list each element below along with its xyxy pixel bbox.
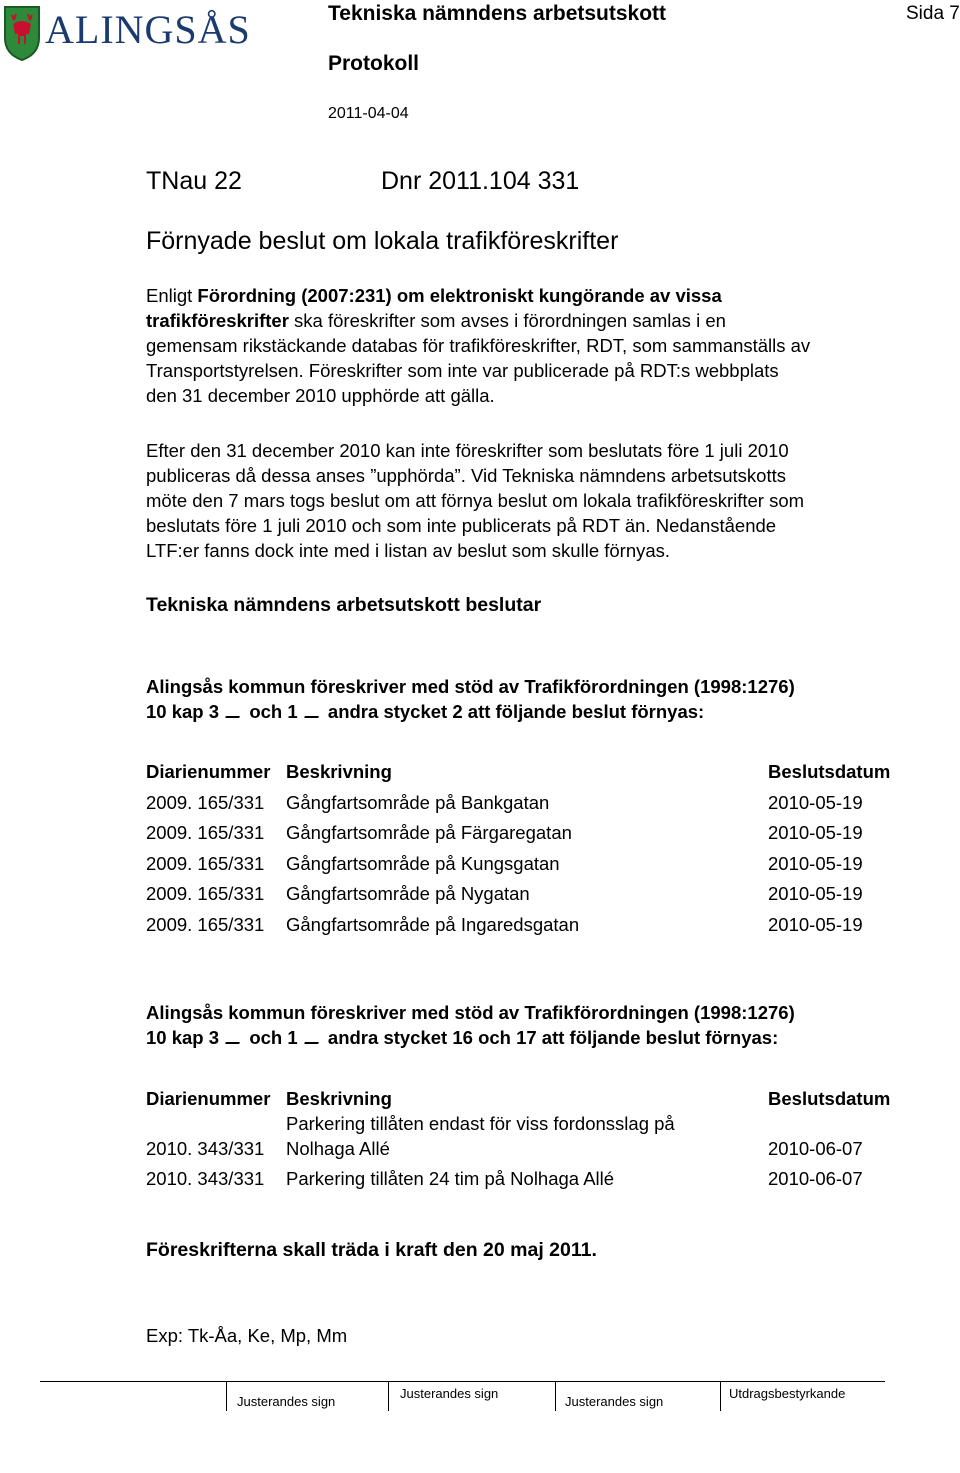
cell-date: 2010-05-19 xyxy=(768,852,863,874)
para-line: LTF:er fanns dock inte med i listan av beslut som skulle förnyas. xyxy=(146,540,671,561)
cell-description: Gångfartsområde på Ingaredsgatan xyxy=(286,913,580,935)
text: och 1 xyxy=(249,1027,298,1048)
cell-date: 2010-05-19 xyxy=(768,791,863,813)
emphasis: trafikföreskrifter xyxy=(146,310,289,331)
intro-line: Alingsås kommun föreskriver med stöd av Trafikförordningen (1998:1276) xyxy=(146,1002,795,1023)
case-heading: Förnyade beslut om lokala trafikföreskrifter xyxy=(146,227,619,255)
section-sign-icon xyxy=(304,708,322,718)
intro-line xyxy=(146,1025,795,1050)
cell-date: 2010-06-07 xyxy=(768,1138,863,1159)
signature-box-1: Justerandes sign xyxy=(237,1394,336,1409)
signature-box-3: Justerandes sign xyxy=(565,1394,664,1409)
footer-divider xyxy=(555,1381,556,1411)
municipality-logo xyxy=(0,4,260,64)
cell-description: Gångfartsområde på Nygatan xyxy=(286,883,530,904)
cell-dnr: 2009. 165/331 xyxy=(146,883,265,904)
committee-title: Tekniska nämndens arbetsutskott xyxy=(328,2,667,25)
block1-intro xyxy=(146,674,795,724)
emphasis: (2007:231) om elektroniskt kungörande av vissa xyxy=(296,285,722,306)
page-number: Sida 7 xyxy=(906,3,960,24)
document-date: 2011-04-04 xyxy=(328,105,409,122)
para-line: gemensam rikstäckande databas för trafikföreskrifter, RDT, som sammanställs av xyxy=(146,335,811,356)
text: 10 kap 3 xyxy=(146,1027,220,1048)
cell-description: Gångfartsområde på Färgaregatan xyxy=(286,822,572,843)
distribution-list: Exp: Tk-Åa, Ke, Mp, Mm xyxy=(146,1325,348,1346)
text: Enligt xyxy=(146,285,198,306)
case-dnr: Dnr 2011.104 331 xyxy=(381,167,580,195)
document-type: Protokoll xyxy=(328,52,420,75)
cell-description: Nolhaga Allé xyxy=(286,1138,390,1159)
cell-description: Gångfartsområde på Bankgatan xyxy=(286,791,550,813)
text: andra stycket 2 att följande beslut förnyas: xyxy=(327,701,705,722)
cell-description: Parkering tillåten endast för viss fordonsslag på xyxy=(286,1113,675,1134)
cell-description: Parkering tillåten 24 tim på Nolhaga Allé xyxy=(286,1168,615,1189)
block2-intro xyxy=(146,1000,795,1050)
footer-divider xyxy=(226,1381,227,1411)
para-line: publiceras då dessa anses ”upphörda”. Vid Tekniska nämndens arbetsutskotts xyxy=(146,465,787,486)
footer-divider xyxy=(388,1381,389,1411)
para-line: den 31 december 2010 upphörde att gälla. xyxy=(146,385,495,406)
section-sign-icon xyxy=(225,708,243,718)
para-line: möte den 7 mars togs beslut om att förnya beslut om lokala trafikföreskrifter som xyxy=(146,490,805,511)
logo-wordmark: ALINGSÅS xyxy=(45,7,251,52)
coat-of-arms-icon xyxy=(2,4,42,62)
cell-dnr: 2009. 165/331 xyxy=(146,822,265,843)
case-number: TNau 22 xyxy=(146,167,242,195)
effective-date-statement: Föreskrifterna skall träda i kraft den 20 maj 2011. xyxy=(146,1239,597,1261)
col-date: Beslutsdatum xyxy=(768,761,891,782)
signature-box-2: Justerandes sign xyxy=(400,1386,499,1401)
extract-certification-box: Utdragsbestyrkande xyxy=(729,1386,846,1401)
cell-dnr: 2009. 165/331 xyxy=(146,791,265,813)
text: och 1 xyxy=(249,701,298,722)
intro-line xyxy=(146,699,795,724)
para-line xyxy=(146,308,810,333)
para-line: Transportstyrelsen. Föreskrifter som inte var publicerade på RDT:s webbplats xyxy=(146,360,779,381)
cell-date: 2010-05-19 xyxy=(768,822,863,843)
paragraph-background xyxy=(146,438,804,563)
text: andra stycket 16 och 17 att följande beslut förnyas: xyxy=(327,1027,779,1048)
para-line: beslutats före 1 juli 2010 och som inte publicerats på RDT än. Nedanstående xyxy=(146,515,777,536)
cell-dnr: 2010. 343/331 xyxy=(146,1168,265,1189)
cell-date: 2010-05-19 xyxy=(768,913,863,935)
col-date: Beslutsdatum xyxy=(768,1088,891,1109)
text: 10 kap 3 xyxy=(146,701,220,722)
col-description: Beskrivning xyxy=(286,1088,392,1109)
section-sign-icon xyxy=(304,1034,322,1044)
cell-date: 2010-06-07 xyxy=(768,1168,863,1189)
para-line: Efter den 31 december 2010 kan inte föreskrifter som beslutats före 1 juli 2010 xyxy=(146,440,789,461)
emphasis: Förordning xyxy=(197,285,297,306)
col-description: Beskrivning xyxy=(286,761,392,782)
cell-date: 2010-05-19 xyxy=(768,883,863,904)
cell-dnr: 2009. 165/331 xyxy=(146,913,265,935)
footer-divider xyxy=(720,1381,721,1411)
para-line xyxy=(146,283,810,308)
cell-dnr: 2009. 165/331 xyxy=(146,852,265,874)
section-sign-icon xyxy=(225,1034,243,1044)
paragraph-intro xyxy=(146,283,810,408)
cell-dnr: 2010. 343/331 xyxy=(146,1138,265,1159)
cell-description: Gångfartsområde på Kungsgatan xyxy=(286,852,560,874)
col-dnr: Diarienummer xyxy=(146,1088,271,1109)
col-dnr: Diarienummer xyxy=(146,761,271,782)
footer-divider xyxy=(40,1381,885,1382)
intro-line: Alingsås kommun föreskriver med stöd av Trafikförordningen (1998:1276) xyxy=(146,676,795,697)
decision-heading: Tekniska nämndens arbetsutskott beslutar xyxy=(146,594,542,616)
text: ska föreskrifter som avses i förordningen samlas i en xyxy=(288,310,726,331)
